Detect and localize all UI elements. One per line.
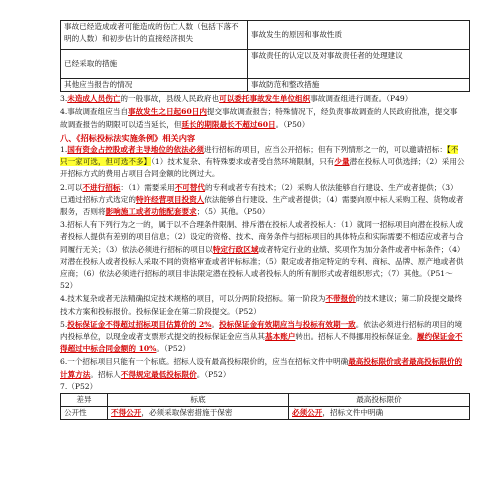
column-header: 差异: [61, 394, 108, 407]
paragraph-item-1: 1.国有资金占控股或者主导地位的依法必须进行招标的项目，应当公开招标；但有下列情形之一的，可以邀请招标：【不只一家可选，但可选不多】（1）技术复杂、有特殊要求或者受自然环境限制，只有少量潜在投标人可供选择；（2）采用公开招标方式的费用占项目合同金额的比例过大。: [60, 145, 465, 179]
accident-report-table: [60, 20, 470, 92]
paragraph-item-5: 5.投标保证金不得超过招标项目估算价的 2%。投标保证金有效期应当与投标有效期一致。依法必须进行招标的项目的境内投标单位，以现金或者支票形式提交的投标保证金应当从其基本账户转出。招标人不得挪用投标保证金。履约保证金不得超过中标合同金额的 10%。（P52）: [60, 319, 463, 354]
comparison-table: [60, 393, 470, 420]
document-page: [60, 0, 465, 420]
table-row: [61, 407, 470, 420]
paragraph-item-4: 4.事故调查组应当自事故发生之日起60日内提交事故调查报告；特殊情况下，经负责事故调查的人民政府批准，提交事故调查报告的期限可以适当延长，但延长的期限最长不超过60日。（P50）: [60, 107, 458, 129]
table-cell: 不得公开，必须采取保密措施于保密: [108, 407, 289, 420]
table-row: [61, 21, 470, 50]
table-cell: 其他应当报告的情况: [61, 79, 248, 92]
paragraph-item-7: 7.（P52）: [60, 381, 98, 391]
table-cell: 已经采取的措施: [61, 50, 248, 79]
section-heading: 八、《招标投标法实施条例》相关内容: [60, 132, 196, 143]
paragraph-item-3b: 3.招标人有下列行为之一的，属于以不合理条件限制、排斥潜在投标人或者投标人：（1）就同一招标项目向潜在投标人或者投标人提供有差别的项目信息；（2）设定的资格、技术、商务条件与招标项目的具体特点和实际需要不相适应或者与合同履行无关；（3）依法必须进行招标的项目以特定行政区域或者特定行业的业绩、奖项作为加分条件或者中标条件；（4）对潜在投标人或者投标人采取不同的资格审查或者评标标准；（5）限定或者指定特定的专利、商标、品牌、原产地或者供应商；（6）依法必须进行招标的项目非法限定潜在投标人或者投标人的所有制形式或者组织形式；（7）其他。（P51～52）: [60, 220, 465, 291]
table-row: [61, 79, 470, 92]
table-cell: 必须公开，招标文件中明确: [289, 407, 470, 420]
paragraph-item-6: 6.一个招标项目只能有一个标底。招标人设有最高投标限价的，应当在招标文件中明确最高投标限价或者最高投标限价的计算方法。招标人不得规定最低投标限价。（P52）: [60, 357, 463, 379]
table-cell: 公开性: [61, 407, 108, 420]
paragraph-item-2: 2.可以不进行招标：（1）需要采用不可替代的专利或者专有技术；（2）采购人依法能够自行建设、生产或者提供；（3）已通过招标方式选定的特许经营项目投资人依法能够自行建设、生产或者提供；（4）需要向原中标人采购工程、货物或者服务，否则将影响施工或者功能配套要求；（5）其他。（P50）: [60, 182, 464, 217]
column-header: 标底: [108, 394, 289, 407]
paragraph-item-4b: 4.技术复杂或者无法精确拟定技术规格的项目，可以分两阶段招标。第一阶段为不带报价的技术建议；第二阶段提交最终技术方案和投标报价。投标保证金在第二阶段提交。（P52）: [60, 294, 463, 316]
table-header-row: [61, 394, 470, 407]
table-cell: 事故责任的认定以及对事故责任者的处理建议: [248, 50, 470, 79]
table-cell: 事故发生的原因和事故性质: [248, 21, 470, 50]
paragraph-item-3: 3.未造成人员伤亡的一般事故，县级人民政府也可以委托事故发生单位组织事故调查组进行调查。（P49）: [60, 94, 413, 104]
table-cell: 事故已经造成或者可能造成的伤亡人数（包括下落不明的人数）和初步估计的直接经济损失: [61, 21, 248, 50]
table-row: [61, 50, 470, 79]
table-cell: 事故防范和整改措施: [248, 79, 470, 92]
column-header: 最高投标限价: [289, 394, 470, 407]
